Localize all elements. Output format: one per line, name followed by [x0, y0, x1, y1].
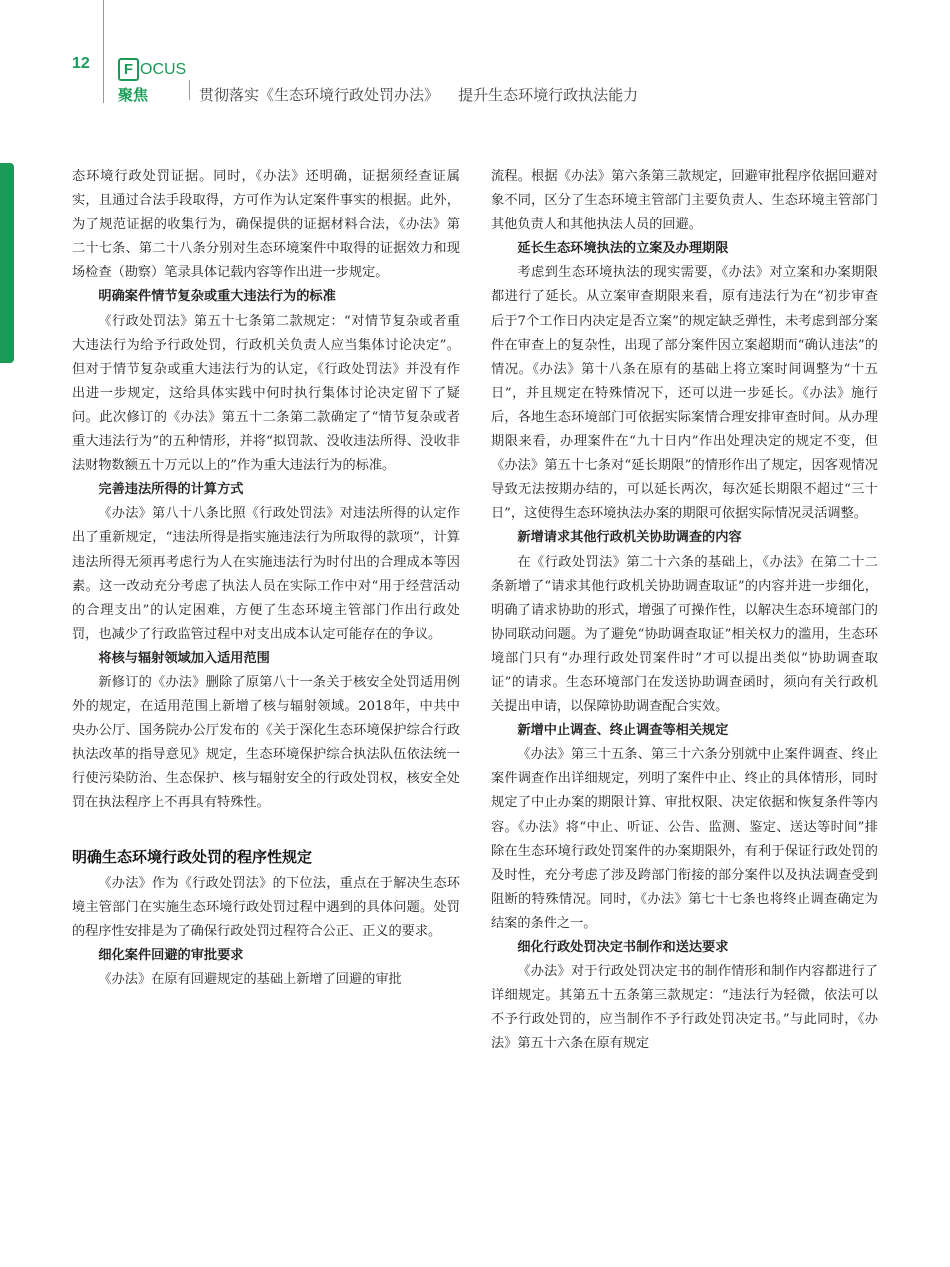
- side-tab-marker: [0, 163, 14, 363]
- subheading: 完善违法所得的计算方式: [98, 482, 244, 498]
- paragraph: 《办法》第三十五条、第三十六条分别就中止案件调查、终止案件调查作出详细规定，列明了案件中止、终止的具体情形，同时规定了中止办案的期限计算、审批权限、决定依据和恢复条件等内容。《办法》将“中止、听证、公告、监测、鉴定、送达等时间”排除在生态环境行政处罚案件的办案期限外，有利于保证行政处罚的及时性，充分考虑了涉及跨部门衔接的部分案件以及执法调查受到阻断的特殊情况。同时，《办法》第七十七条也将终止调查确定为结案的条件之一。: [491, 747, 878, 931]
- paragraph: 态环境行政处罚证据。同时，《办法》还明确，证据须经查证属实，且通过合法手段取得，方可作为认定案件事实的根据。此外，为了规范证据的收集行为，确保提供的证据材料合法，《办法》第二十七条、第二十八条分别对生态环境案件中取得的证据效力和现场检查（勘察）笔录具体记载内容等作出进一步规定。: [72, 169, 460, 281]
- paragraph: 在《行政处罚法》第二十六条的基础上，《办法》在第二十二条新增了“请求其他行政机关协助调查取证”的内容并进一步细化，明确了请求协助的形式，增强了可操作性，以解决生态环境部门的协同联动问题。为了避免“协助调查取证”相关权力的滥用，生态环境部门只有“办理行政处罚案件时”才可以提出类似“协助调查取证”的请求。生态环境部门在发送协助调查函时，须向有关行政机关提出申请，以保障协助调查配合实效。: [491, 554, 878, 715]
- header-divider: [103, 0, 104, 103]
- header-divider-small: [189, 80, 190, 100]
- paragraph: 《办法》对于行政处罚决定书的制作情形和制作内容都进行了详细规定。其第五十五条第三款规定：“违法行为轻微，依法可以不予行政处罚的，应当制作不予行政处罚决定书。”与此同时，《办法》第五十六条在原有规定: [491, 964, 878, 1052]
- paragraph: 《办法》作为《行政处罚法》的下位法，重点在于解决生态环境主管部门在实施生态环境行政处罚过程中遇到的具体问题。处罚的程序性安排是为了确保行政处罚过程符合公正、正义的要求。: [72, 875, 460, 939]
- page-number: 12: [72, 55, 90, 72]
- left-column: [72, 165, 460, 992]
- paragraph: 《行政处罚法》第五十七条第二款规定：“对情节复杂或者重大违法行为给予行政处罚，行政机关负责人应当集体讨论决定”。但对于情节复杂或重大违法行为的认定，《行政处罚法》并没有作出进一步规定，这给具体实践中何时执行集体讨论决定留下了疑问。此次修订的《办法》第五十二条第二款确定了“情节复杂或者重大违法行为”的五种情形，并将“拟罚款、没收违法所得、没收非法财物数额五十万元以上的”作为重大违法行为的标准。: [72, 313, 460, 474]
- subheading: 将核与辐射领域加入适用范围: [98, 650, 270, 666]
- right-column: [491, 165, 878, 1056]
- paragraph: 《办法》在原有回避规定的基础上新增了回避的审批: [98, 971, 402, 987]
- running-header-title: 贯彻落实《生态环境行政处罚办法》 提升生态环境行政执法能力: [199, 86, 639, 104]
- section-heading: 明确生态环境行政处罚的程序性规定: [72, 847, 313, 866]
- focus-logo: [118, 58, 186, 81]
- paragraph: 流程。根据《办法》第六条第三款规定，回避审批程序依据回避对象不同，区分了生态环境主管部门主要负责人、生态环境主管部门其他负责人和其他执法人员的回避。: [491, 169, 878, 233]
- paragraph: 《办法》第八十八条比照《行政处罚法》对违法所得的认定作出了重新规定，“违法所得是指实施违法行为所取得的款项”，计算违法所得无须再考虑行为人在实施违法行为时付出的合理成本等因素。这一改动充分考虑了执法人员在实际工作中对“用于经营活动的合理支出”的认定困难，方便了生态环境主管部门作出行政处罚，也减少了行政监管过程中对支出成本认定可能存在的争议。: [72, 506, 460, 642]
- subheading: 细化行政处罚决定书制作和送达要求: [517, 940, 729, 955]
- paragraph: 新修订的《办法》删除了原第八十一条关于核安全处罚适用例外的规定，在适用范围上新增了核与辐射领域。2018年，中共中央办公厅、国务院办公厅发布的《关于深化生态环境保护综合行政执法改革的指导意见》规定，生态环境保护综合执法队伍依法统一行使污染防治、生态保护、核与辐射安全的行政处罚权，核安全处罚在执法程序上不再具有特殊性。: [72, 674, 460, 811]
- subheading: 新增请求其他行政机关协助调查的内容: [517, 530, 742, 546]
- subheading: 新增中止调查、终止调查等相关规定: [517, 723, 729, 739]
- focus-subtitle: 聚焦: [118, 86, 149, 104]
- focus-logo-text: OCUS: [140, 60, 187, 78]
- subheading: 细化案件回避的审批要求: [98, 947, 244, 963]
- paragraph: 考虑到生态环境执法的现实需要，《办法》对立案和办案期限都进行了延长。从立案审查期限来看，原有违法行为在“初步审查后于7个工作日内决定是否立案”的规定缺乏弹性，未考虑到部分案件在审查上的复杂性，出现了部分案件因立案超期而“确认违法”的情况。《办法》第十八条在原有的基础上将立案时间调整为“十五日”，并且规定在特殊情况下，还可以进一步延长。《办法》施行后，各地生态环境部门可依据实际案情合理安排审查时间。从办理期限来看，办理案件在“九十日内”作出处理决定的规定不变，但《办法》第五十七条对“延长期限”的情形作出了规定，因客观情况导致无法按期办结的，可以延长两次，每次延长期限不超过“三十日”，这使得生态环境执法办案的期限可依据实际情况灵活调整。: [491, 265, 878, 522]
- subheading: 延长生态环境执法的立案及办理期限: [517, 241, 729, 257]
- subheading: 明确案件情节复杂或重大违法行为的标准: [98, 289, 336, 305]
- focus-logo-letter: F: [118, 58, 139, 81]
